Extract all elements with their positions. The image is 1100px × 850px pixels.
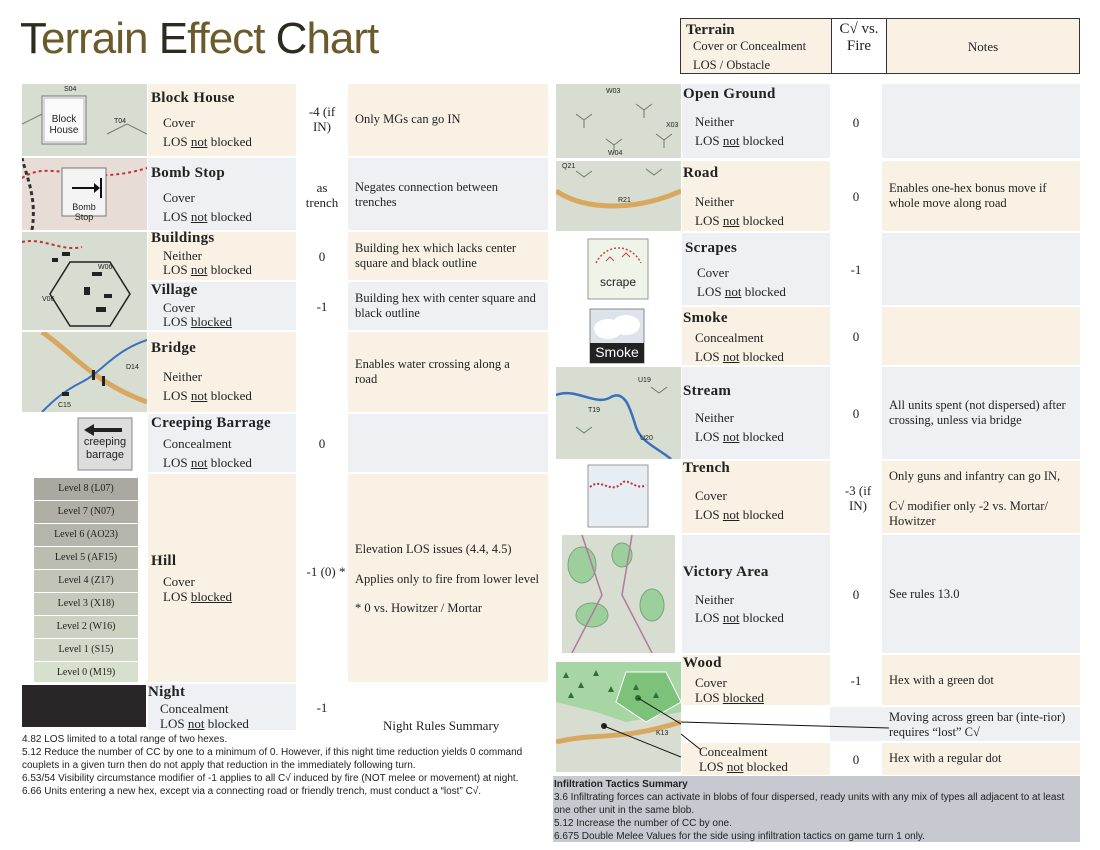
road-los: LOS not blocked	[695, 213, 784, 228]
village-note: Building hex with center square and black outline	[355, 291, 536, 320]
road-image	[556, 161, 681, 231]
smoke-modifier: 0	[852, 329, 860, 344]
stream-cover: Neither	[695, 410, 734, 425]
bomb-stop-image	[22, 158, 147, 230]
page-title: Terrain Effect Chart	[20, 14, 379, 63]
smoke-label: Smoke	[595, 344, 639, 360]
night-swatch	[22, 685, 146, 727]
road-hex1: Q21	[562, 163, 576, 170]
creeping-barrage-name: Creeping Barrage	[151, 415, 271, 431]
stream-hex2: T19	[588, 407, 601, 414]
bridge-hex1: D14	[126, 364, 139, 371]
night-summary-title: Night Rules Summary	[383, 718, 500, 733]
hill-name: Hill	[151, 553, 177, 569]
hill-level: Level 7 (N07)	[34, 501, 138, 523]
creeping-barrage-image	[22, 414, 147, 472]
trench-image	[556, 461, 681, 533]
infiltration-title: Infiltration Tactics Summary	[554, 779, 688, 790]
block-house-label: Block House	[49, 114, 79, 136]
hill-note-3: * 0 vs. Howitzer / Mortar	[355, 601, 483, 615]
hill-note-2: Applies only to fire from lower level	[355, 572, 539, 586]
victory-area-modifier: 0	[852, 587, 860, 602]
open-ground-hex3: W04	[608, 150, 623, 157]
creeping-barrage-label: creeping barrage	[83, 436, 127, 461]
bridge-hex2: C15	[58, 402, 71, 409]
hill-level: Level 1 (S15)	[34, 639, 138, 661]
hill-level: Level 6 (AO23)	[34, 524, 138, 546]
open-ground-image	[556, 84, 681, 158]
legend-cover: Cover or Concealment	[693, 39, 807, 53]
wood-cover: Cover	[695, 675, 727, 690]
hill-level: Level 0 (M19)	[34, 662, 138, 682]
legend-los: LOS / Obstacle	[693, 58, 771, 72]
victory-area-note: See rules 13.0	[889, 587, 960, 601]
hill-level: Level 4 (Z17)	[34, 570, 138, 592]
buildings-note: Building hex which lacks center square and black outline	[355, 241, 517, 270]
hill-level: Level 8 (L07)	[34, 478, 138, 500]
night-rule: 6.53/54 Visibility circumstance modifier of -1 applies to all C√ induced by fire (NOT melee or movement) at night.	[22, 773, 519, 784]
scrapes-name: Scrapes	[685, 240, 738, 256]
block-house-cover: Cover	[163, 115, 195, 130]
block-house-note: Only MGs can go IN	[355, 112, 461, 126]
buildings-name: Buildings	[151, 230, 215, 246]
creeping-barrage-cover: Concealment	[163, 436, 232, 451]
bridge-note: Enables water crossing along a road	[355, 357, 510, 386]
open-ground-name: Open Ground	[683, 86, 776, 102]
victory-area-image	[562, 535, 675, 653]
infiltration-line: 6.675 Double Melee Values for the side using infiltration tactics on game turn 1 only.	[554, 831, 925, 842]
wood-los-2: LOS not blocked	[699, 759, 788, 774]
road-name: Road	[683, 165, 719, 181]
buildings-los: LOS not blocked	[163, 262, 252, 277]
legend-terrain: Terrain	[686, 22, 735, 38]
creeping-barrage-los: LOS not blocked	[163, 455, 252, 470]
wood-note-mid: Moving across green bar (inte-rior) requires “lost” C√	[889, 710, 1066, 739]
infiltration-line: 5.12 Increase the number of CC by one.	[554, 818, 732, 829]
wood-modifier: -1	[850, 673, 862, 688]
road-cover: Neither	[695, 194, 734, 209]
night-name: Night	[148, 684, 186, 700]
bomb-stop-label: Bomb Stop	[72, 202, 96, 222]
bomb-stop-name: Bomb Stop	[151, 165, 225, 181]
bomb-stop-los: LOS not blocked	[163, 209, 252, 224]
scrapes-cover: Cover	[697, 265, 729, 280]
block-house-hex1: S04	[64, 86, 77, 93]
scrapes-label: scrape	[599, 275, 637, 289]
victory-area-cover: Neither	[695, 592, 734, 607]
stream-hex3: U20	[640, 435, 653, 442]
block-house-modifier: -4 (if IN)	[308, 104, 336, 134]
trench-note-2: C√ modifier only -2 vs. Mortar/ Howitzer	[889, 499, 1048, 528]
smoke-los: LOS not blocked	[695, 349, 784, 364]
hill-level: Level 2 (W16)	[34, 616, 138, 638]
block-house-name: Block House	[151, 90, 235, 106]
smoke-cover: Concealment	[695, 330, 764, 345]
night-rule: 4.82 LOS limited to a total range of two hexes.	[22, 734, 228, 745]
village-los: LOS blocked	[163, 314, 232, 329]
bridge-name: Bridge	[151, 340, 197, 356]
wood-los: LOS blocked	[695, 690, 764, 705]
hill-levels	[22, 474, 147, 682]
wood-image	[556, 662, 681, 772]
bridge-image	[22, 332, 147, 412]
legend-notes: Notes	[967, 39, 999, 54]
village-modifier: -1	[316, 299, 328, 314]
smoke-image	[556, 307, 681, 365]
village-cover: Cover	[163, 300, 195, 315]
buildings-hex1: W06	[98, 264, 113, 271]
trench-modifier: -3 (if IN)	[844, 483, 872, 513]
night-los: LOS not blocked	[160, 716, 249, 731]
scrapes-modifier: -1	[850, 262, 862, 277]
night-rules	[22, 733, 548, 798]
infiltration-line: 3.6 Infiltrating forces can activate in blobs of four dispersed, ready units with any mix of types all adjacent to at least one other unit in the same blob.	[554, 792, 1065, 816]
victory-area-name: Victory Area	[683, 564, 769, 580]
legend-box	[680, 18, 1080, 74]
hill-cover: Cover	[163, 574, 195, 589]
scrapes-image	[556, 233, 681, 305]
stream-los: LOS not blocked	[695, 429, 784, 444]
night-rule: 6.66 Units entering a new hex, except via a connecting road or friendly trench, must conduct a “lost” C√.	[22, 786, 482, 797]
block-house-los: LOS not blocked	[163, 134, 252, 149]
trench-note-1: Only guns and infantry can go IN,	[889, 469, 1061, 483]
smoke-name: Smoke	[683, 310, 728, 326]
stream-note: All units spent (not dispersed) after crossing, unless via bridge	[889, 398, 1066, 427]
village-name: Village	[151, 282, 198, 298]
road-modifier: 0	[852, 189, 860, 204]
open-ground-hex2: X03	[666, 122, 679, 129]
block-house-hex2: T04	[114, 118, 127, 125]
night-cover: Concealment	[160, 701, 229, 716]
stream-name: Stream	[683, 383, 732, 399]
stream-hex1: U19	[638, 377, 651, 384]
buildings-cover: Neither	[163, 248, 202, 263]
bridge-cover: Neither	[163, 369, 202, 384]
hill-note-1: Elevation LOS issues (4.4, 4.5)	[355, 542, 512, 556]
block-house-image	[22, 84, 147, 156]
stream-image	[556, 367, 681, 459]
wood-name: Wood	[683, 655, 722, 671]
stream-modifier: 0	[852, 406, 860, 421]
hill-level: Level 5 (AF15)	[34, 547, 138, 569]
bomb-stop-cover: Cover	[163, 190, 195, 205]
buildings-modifier: 0	[318, 249, 326, 264]
road-hex2: R21	[618, 197, 631, 204]
creeping-barrage-modifier: 0	[318, 436, 326, 451]
bomb-stop-note: Negates connection between trenches	[355, 180, 498, 209]
night-rule: 5.12 Reduce the number of CC by one to a minimum of 0. However, if this night time reduction yields 0 command couplets in a given turn then do not apply that reduction in the immediately following turn.	[22, 747, 523, 771]
wood-note: Hex with a green dot	[889, 673, 994, 687]
hill-modifier: -1 (0) *	[306, 564, 346, 579]
open-ground-modifier: 0	[852, 115, 860, 130]
open-ground-cover: Neither	[695, 114, 734, 129]
night-modifier: -1	[316, 700, 328, 715]
wood-modifier-2: 0	[852, 752, 860, 767]
hill-los: LOS blocked	[163, 589, 232, 604]
wood-note-2: Hex with a regular dot	[889, 751, 1002, 765]
open-ground-hex1: W03	[606, 88, 621, 95]
wood-hex1: K13	[656, 730, 669, 737]
trench-cover: Cover	[695, 488, 727, 503]
legend-modifier: C√ vs. Fire	[839, 21, 879, 54]
wood-concealment: Concealment	[699, 744, 768, 759]
victory-area-los: LOS not blocked	[695, 610, 784, 625]
buildings-image	[22, 232, 147, 330]
trench-los: LOS not blocked	[695, 507, 784, 522]
trench-name: Trench	[683, 460, 731, 476]
open-ground-los: LOS not blocked	[695, 133, 784, 148]
buildings-hex2: V06	[42, 296, 55, 303]
bridge-los: LOS not blocked	[163, 388, 252, 403]
hill-level: Level 3 (X18)	[34, 593, 138, 615]
scrapes-los: LOS not blocked	[697, 284, 786, 299]
road-note: Enables one-hex bonus move if whole move along road	[889, 181, 1047, 210]
bomb-stop-modifier: as trench	[305, 180, 339, 210]
infiltration-summary	[553, 776, 1080, 842]
